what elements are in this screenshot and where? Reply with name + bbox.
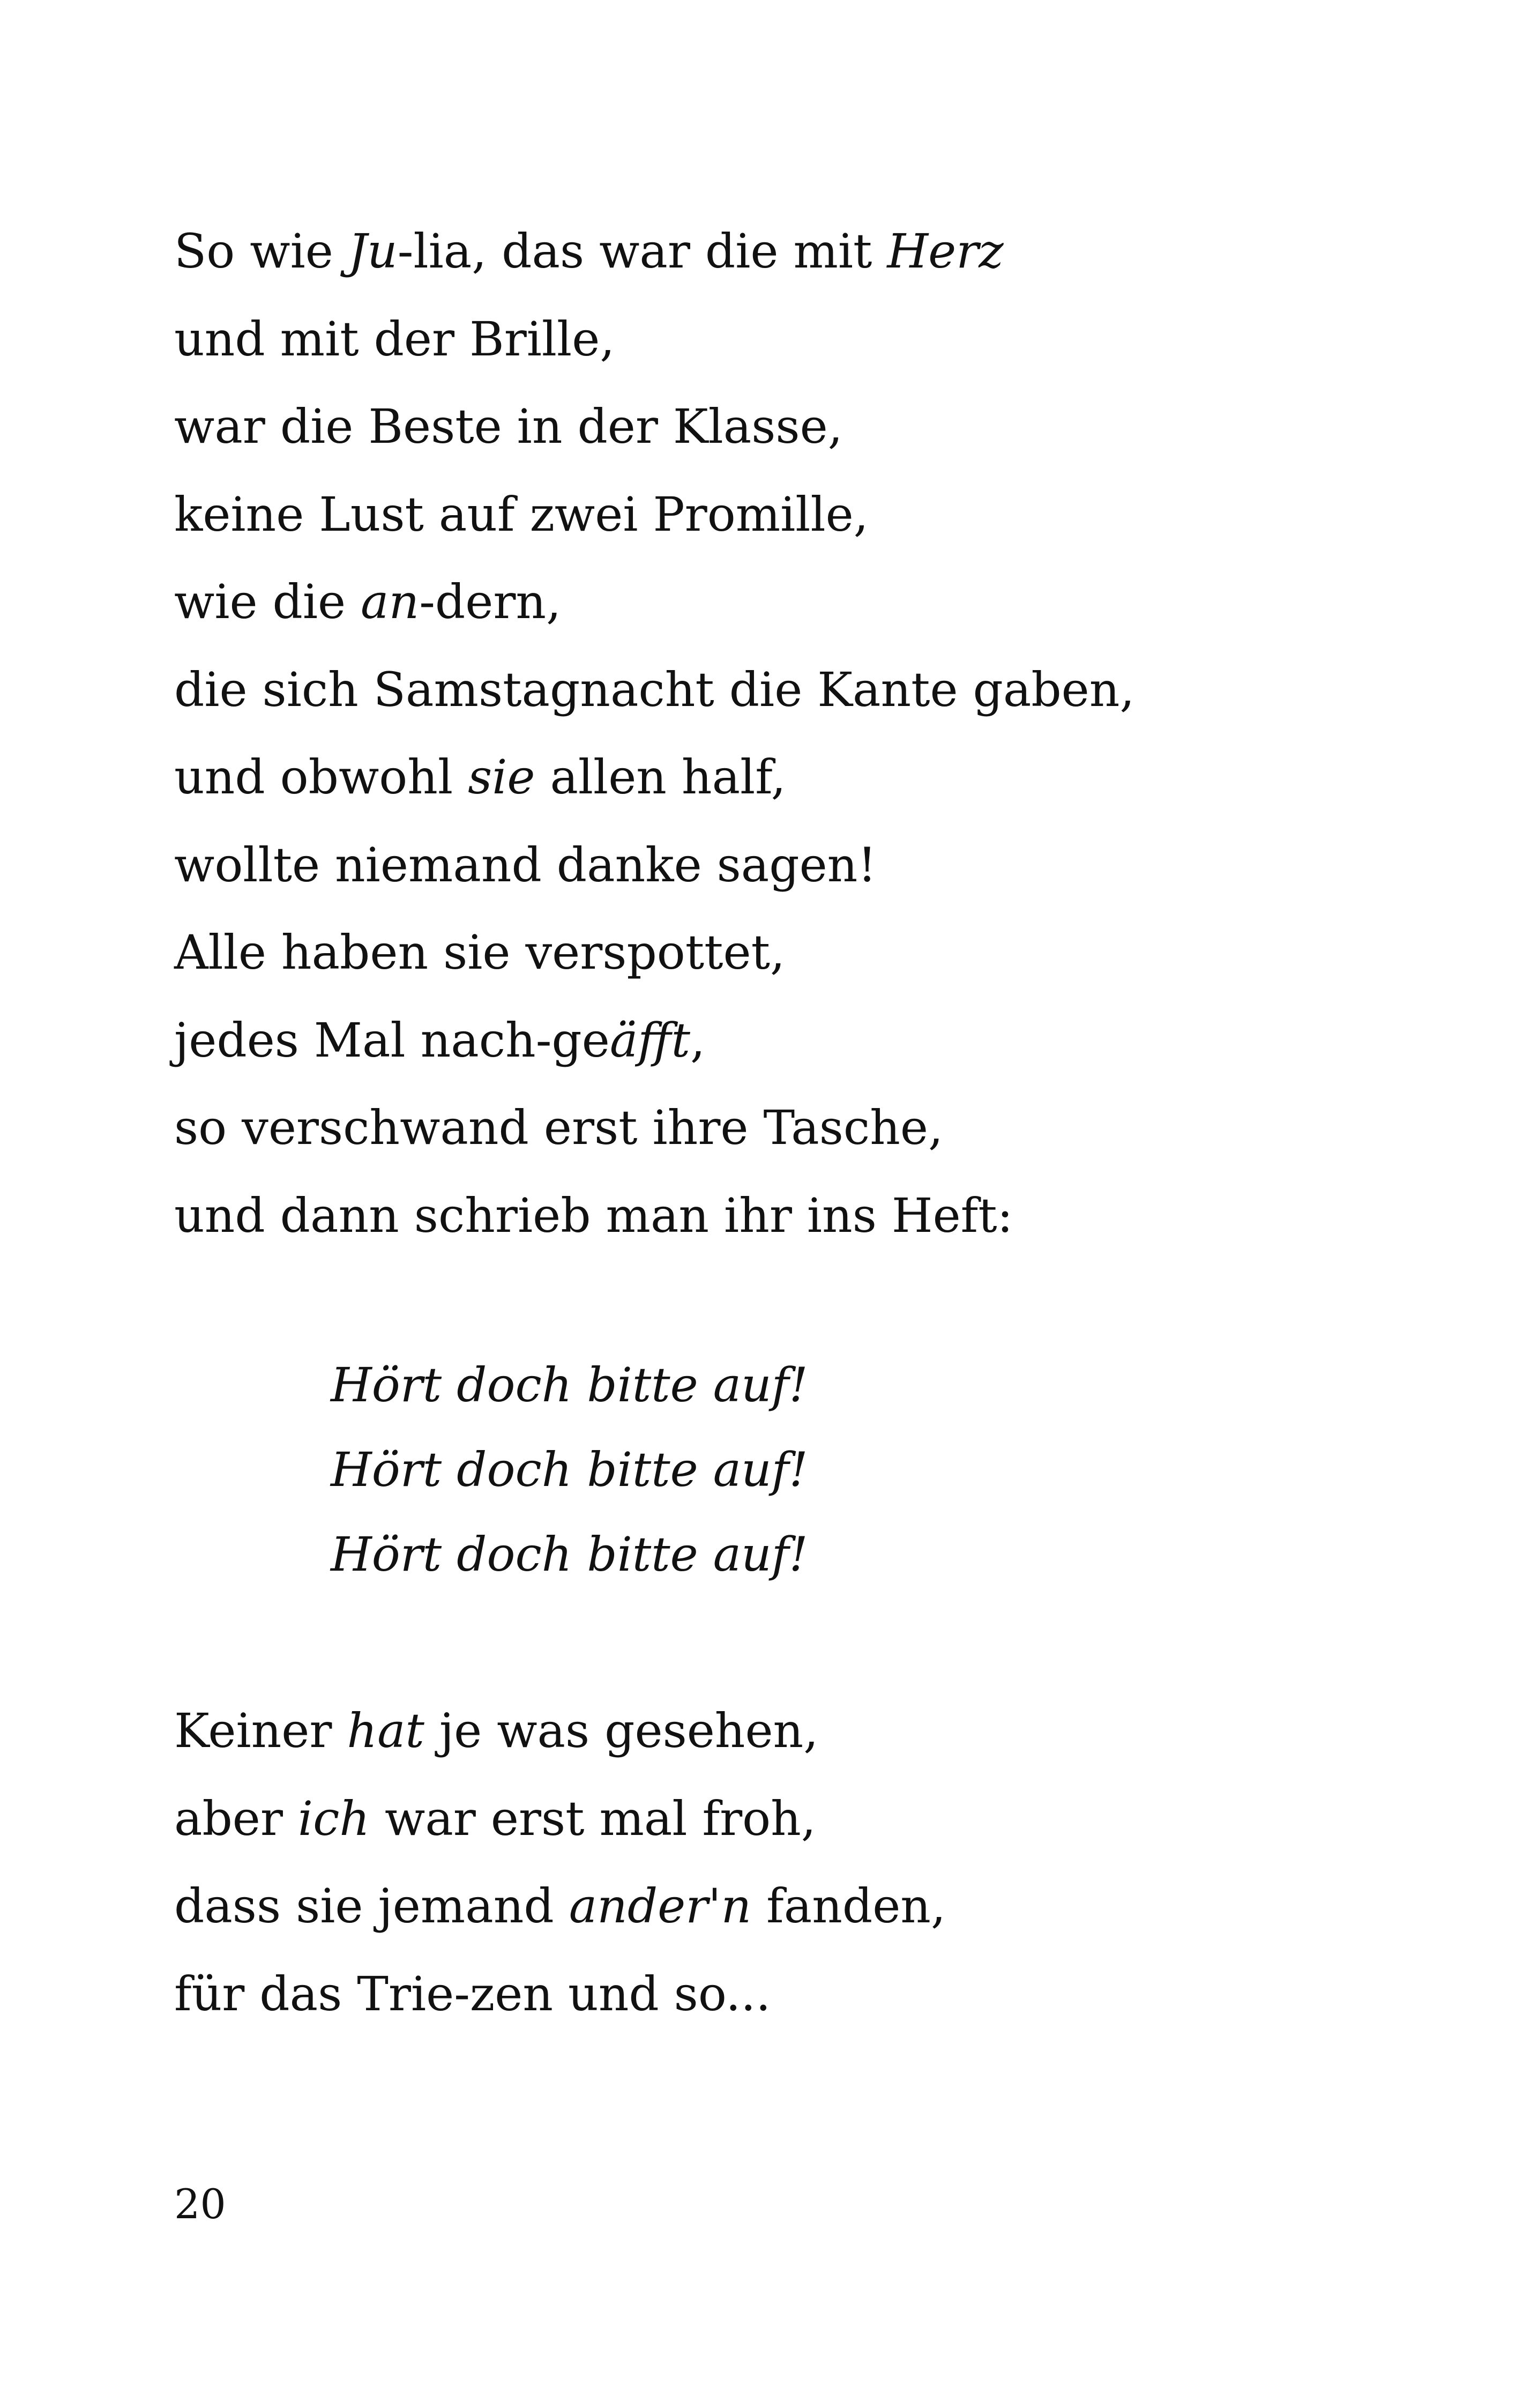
page-number: 20 (174, 2180, 226, 2228)
stanza1-line: so verschwand erst ihre Tasche, (174, 1100, 943, 1155)
stanza1-line: war die Beste in der Klasse, (174, 399, 843, 454)
stanza1-line: wollte niemand danke sagen! (174, 837, 877, 893)
stanza2-line: dass sie jemand ander'n fanden, (174, 1878, 946, 1934)
stanza1-line: Alle haben sie verspottet, (174, 925, 785, 980)
italic-emphasis: hat (347, 1703, 424, 1758)
italic-emphasis: Ju (348, 224, 398, 279)
refrain-line: Hört doch bitte auf! (331, 1357, 808, 1413)
stanza1-line: die sich Samstagnacht die Kante gaben, (174, 662, 1135, 717)
refrain-line: Hört doch bitte auf! (331, 1442, 808, 1497)
stanza2-line: aber ich war erst mal froh, (174, 1790, 816, 1846)
stanza2-line: Keiner hat je was gesehen, (174, 1703, 819, 1758)
stanza1-line: keine Lust auf zwei Promille, (174, 486, 869, 542)
refrain-line: Hört doch bitte auf! (331, 1527, 808, 1582)
italic-emphasis: ich (297, 1790, 370, 1846)
stanza1-line: und dann schrieb man ihr ins Heft: (174, 1187, 1013, 1243)
italic-emphasis: an (361, 574, 420, 629)
stanza1-line: und obwohl sie allen half, (174, 749, 786, 805)
italic-emphasis: Herz (887, 224, 1004, 279)
italic-emphasis: ander'n (569, 1878, 752, 1934)
stanza1-line: und mit der Brille, (174, 311, 615, 367)
stanza2-line: für das Trie-zen und so... (174, 1966, 771, 2021)
italic-emphasis: sie (468, 749, 535, 805)
stanza1-line: jedes Mal nach-geäfft, (174, 1012, 706, 1068)
stanza1-line: wie die an-dern, (174, 574, 562, 629)
stanza1-line: So wie Ju-lia, das war die mit Herz (174, 224, 1004, 279)
italic-emphasis: äfft (609, 1012, 691, 1068)
